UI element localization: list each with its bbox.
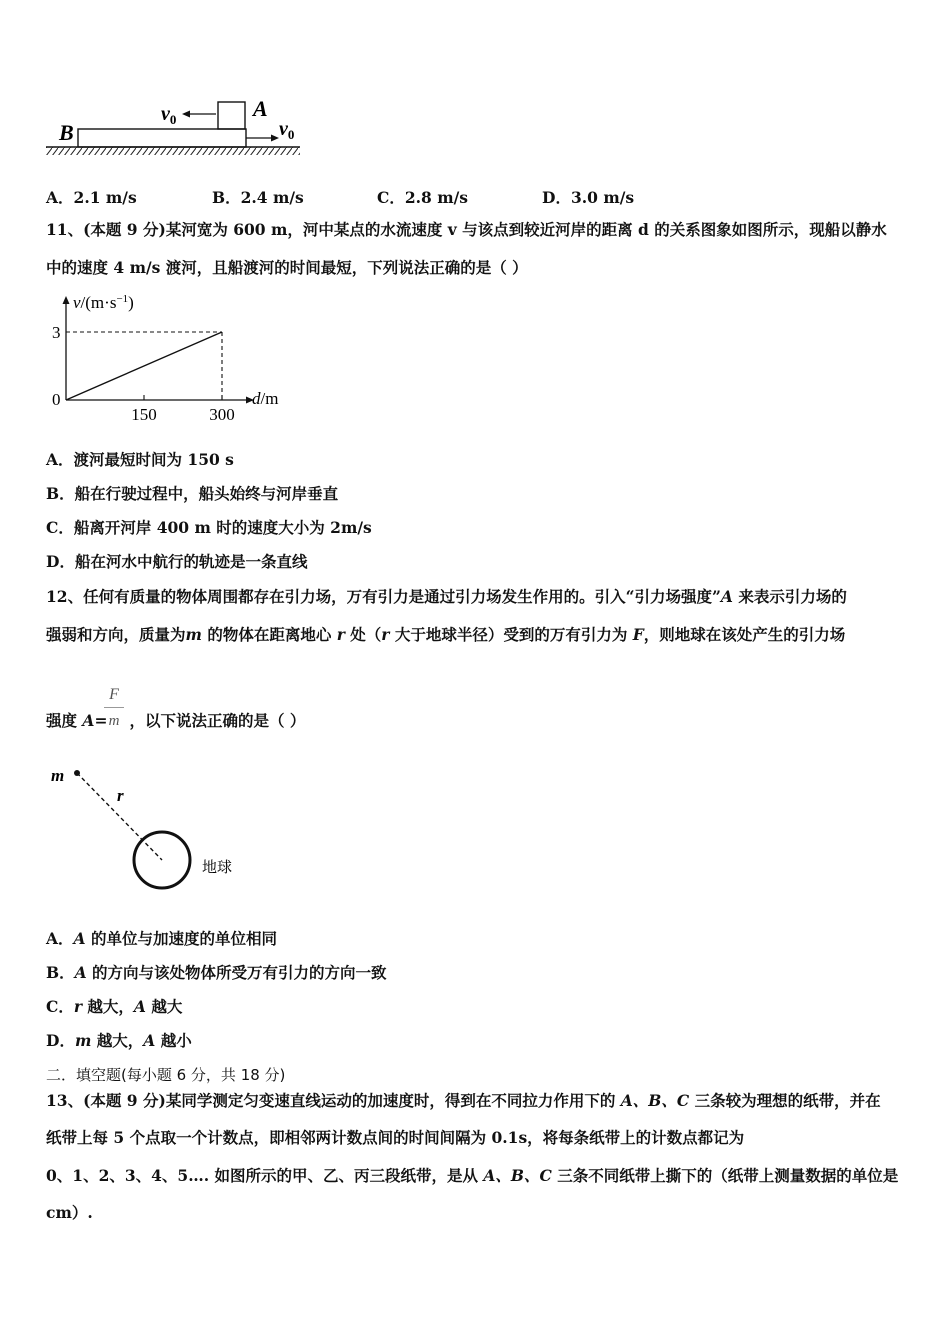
earth-label: 地球: [202, 860, 233, 876]
chart-y-tick-label: 3: [52, 323, 61, 342]
q10-option-d: D．3.0 m/s: [542, 188, 635, 207]
label-b: B: [59, 120, 74, 145]
gravity-field-figure: [44, 758, 254, 898]
q13-line4: cm）.: [46, 1203, 93, 1222]
chart-x-label: d/m: [252, 389, 279, 408]
q11-option-b: B．船在行驶过程中，船头始终与河岸垂直: [46, 484, 339, 503]
velocity-distance-chart: [40, 290, 300, 425]
q12-line3: 强度 A= ，以下说法正确的是（ ）: [46, 711, 306, 730]
fraction-denominator: m: [108, 713, 120, 729]
q11-option-c: C．船离开河岸 400 m 时的速度大小为 2m/s: [46, 518, 372, 537]
q13-line3: 0、1、2、3、4、5…. 如图所示的甲、乙、丙三段纸带，是从 A、B、C 三条不同纸带上撕下的（纸带上测量数据的单位是: [46, 1166, 899, 1185]
chart-x-tick-label: 150: [131, 405, 157, 424]
ground-hatch: [46, 147, 300, 155]
arrow-right-head: [271, 135, 279, 142]
section-heading: 二．填空题(每小题 6 分，共 18 分): [46, 1066, 286, 1084]
q12-line1: 12、任何有质量的物体周围都存在引力场，万有引力是通过引力场发生作用的。引入“引力场强度”A 来表示引力场的: [46, 587, 847, 606]
q13-line2: 纸带上每 5 个点取一个计数点，即相邻两计数点间的时间间隔为 0.1s，将每条纸带上的计数点都记为: [46, 1128, 745, 1147]
v0-left-label: $v_0$: [161, 103, 177, 127]
fraction-bar: [104, 707, 124, 708]
chart-origin-label: 0: [52, 390, 61, 409]
chart-x-tick-label: 300: [209, 405, 235, 424]
label-a: A: [253, 96, 268, 121]
chart-y-label: $v/(m\cdot s^{-1})$: [73, 293, 134, 312]
q11-option-d: D．船在河水中航行的轨迹是一条直线: [46, 552, 308, 571]
q12-option-c: C．r 越大，A 越大: [46, 997, 183, 1016]
arrow-left-head: [182, 111, 190, 118]
q12-option-a: A．A 的单位与加速度的单位相同: [46, 929, 277, 948]
q10-option-c: C．2.8 m/s: [377, 188, 468, 207]
board-b: [78, 129, 246, 147]
fraction-numerator: F: [109, 686, 119, 703]
q13-line1: 13、(本题 9 分)某同学测定匀变速直线运动的加速度时，得到在不同拉力作用下的 A、B、C 三条较为理想的纸带，并在: [46, 1091, 881, 1110]
q11-line2: 中的速度 4 m/s 渡河，且船渡河的时间最短，下列说法正确的是（ ）: [46, 258, 528, 277]
q11-line1: 11、(本题 9 分)某河宽为 600 m，河中某点的水流速度 v 与该点到较近河岸的距离 d 的关系图象如图所示，现船以静水: [46, 220, 887, 239]
q12-option-b: B．A 的方向与该处物体所受万有引力的方向一致: [46, 963, 387, 982]
board-block-figure: [40, 92, 310, 162]
chart-y-unit: /(m·s: [80, 293, 117, 312]
block-a: [218, 102, 245, 129]
q12-option-d: D．m 越大，A 越小: [46, 1031, 192, 1050]
chart-y-axis-arrow: [63, 296, 70, 304]
q11-option-a: A．渡河最短时间为 150 s: [46, 450, 234, 469]
q12-line2: 强弱和方向，质量为m 的物体在距离地心 r 处（r 大于地球半径）受到的万有引力为 F，则地球在该处产生的引力场: [46, 625, 846, 644]
mass-label: m: [51, 766, 65, 785]
chart-series-line: [66, 332, 222, 400]
distance-label: r: [117, 786, 124, 805]
q10-option-b: B．2.4 m/s: [212, 188, 304, 207]
v0-right-label: $v_0$: [279, 118, 295, 142]
q10-option-a: A．2.1 m/s: [46, 188, 137, 207]
